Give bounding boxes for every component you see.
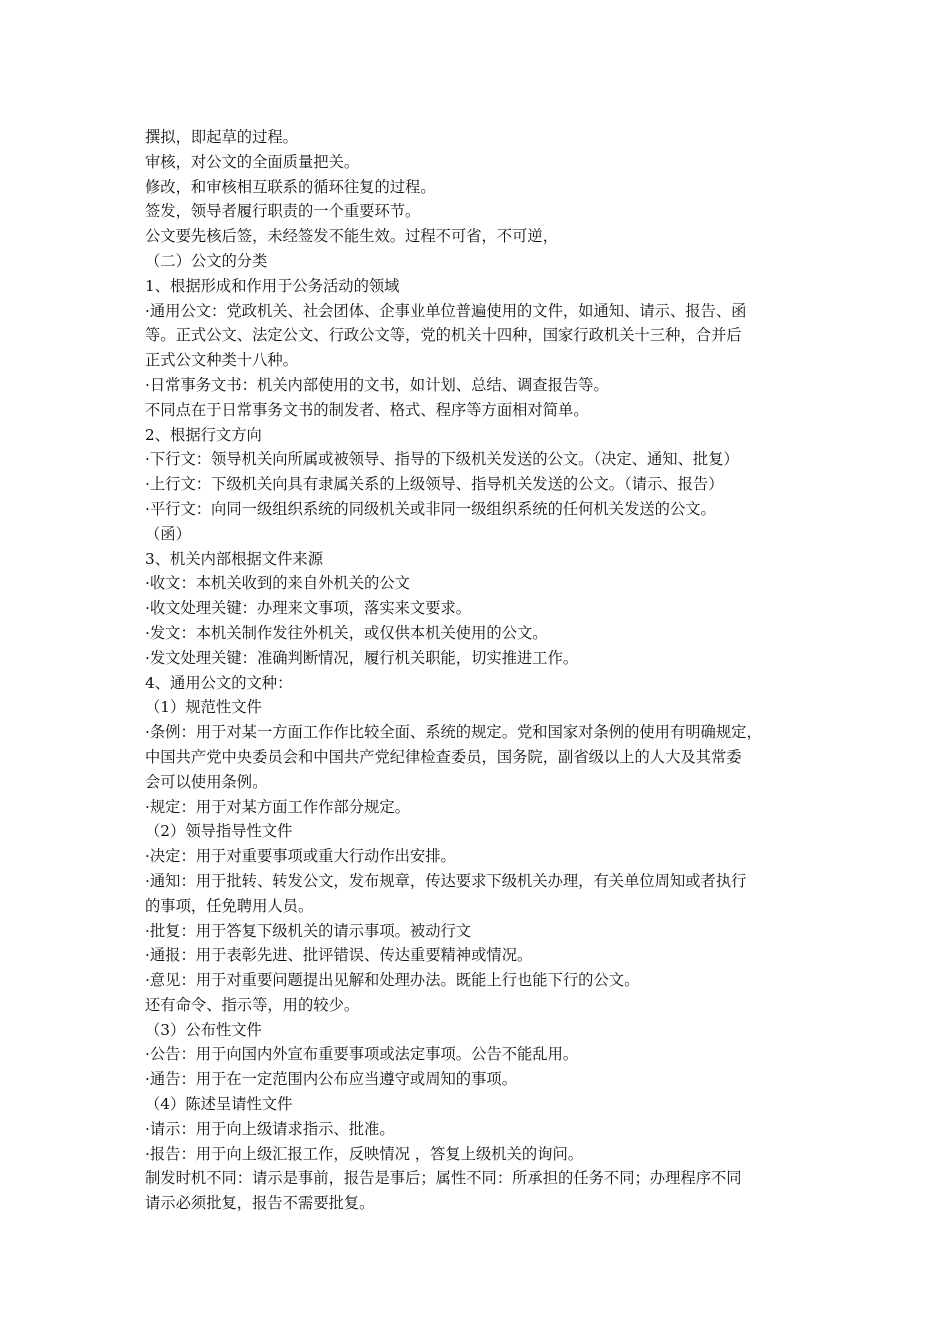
- text-line: 公文要先核后签，未经签发不能生效。过程不可省，不可逆，: [145, 227, 559, 246]
- section-heading: （二）公文的分类: [145, 251, 268, 270]
- category-heading: （1）规范性文件: [145, 698, 262, 717]
- text-line: ·下行文：领导机关向所属或被领导、指导的下级机关发送的公文。（决定、通知、批复）: [145, 450, 739, 469]
- category-heading: （2）领导指导性文件: [145, 822, 293, 841]
- text-line: 签发，领导者履行职责的一个重要环节。: [145, 202, 421, 221]
- text-line: 修改，和审核相互联系的循环往复的过程。: [145, 177, 436, 196]
- category-heading: （3）公布性文件: [145, 1020, 262, 1039]
- text-line: ·日常事务文书：机关内部使用的文书，如计划、总结、调查报告等。: [145, 375, 609, 394]
- text-line: ·通告：用于在一定范围内公布应当遵守或周知的事项。: [145, 1070, 517, 1089]
- text-line: 中国共产党中央委员会和中国共产党纪律检查委员，国务院，副省级以上的人大及其常委: [145, 747, 742, 766]
- text-line: ·收文：本机关收到的来自外机关的公文: [145, 574, 410, 593]
- text-line: 不同点在于日常事务文书的制发者、格式、程序等方面相对简单。: [145, 400, 589, 419]
- text-line: 制发时机不同：请示是事前，报告是事后；属性不同：所承担的任务不同；办理程序不同: [145, 1169, 742, 1188]
- text-line: ·发文处理关键：准确判断情况，履行机关职能，切实推进工作。: [145, 648, 579, 667]
- text-line: 等。正式公文、法定公文、行政公文等，党的机关十四种，国家行政机关十三种，合并后: [145, 326, 742, 345]
- text-line: ·上行文：下级机关向具有隶属关系的上级领导、指导机关发送的公文。（请示、报告）: [145, 475, 724, 494]
- subsection-heading: 2、根据行文方向: [145, 425, 262, 444]
- subsection-heading: 3、机关内部根据文件来源: [145, 549, 323, 568]
- subsection-heading: 1、根据形成和作用于公务活动的领域: [145, 276, 400, 295]
- text-line: ·意见：用于对重要问题提出见解和处理办法。既能上行也能下行的公文。: [145, 971, 640, 990]
- text-line: 正式公文种类十八种。: [145, 351, 298, 370]
- text-line: ·发文：本机关制作发往外机关，或仅供本机关使用的公文。: [145, 623, 548, 642]
- text-line: 审核，对公文的全面质量把关。: [145, 152, 360, 171]
- text-line: ·批复：用于答复下级机关的请示事项。被动行文: [145, 921, 472, 940]
- text-line: ·请示：用于向上级请求指示、批准。: [145, 1119, 395, 1138]
- text-line: 还有命令、指示等，用的较少。: [145, 995, 360, 1014]
- text-line: 请示必须批复，报告不需要批复。: [145, 1194, 375, 1213]
- text-line: 会可以使用条例。: [145, 772, 268, 791]
- document-body: [145, 125, 813, 1216]
- text-line: 的事项，任免聘用人员。: [145, 896, 314, 915]
- text-line: ·通报：用于表彰先进、批评错误、传达重要精神或情况。: [145, 946, 533, 965]
- text-line: ·公告：用于向国内外宣布重要事项或法定事项。公告不能乱用。: [145, 1045, 579, 1064]
- text-line: ·条例：用于对某一方面工作作比较全面、系统的规定。党和国家对条例的使用有明确规定，: [145, 723, 762, 742]
- category-heading: （4）陈述呈请性文件: [145, 1095, 293, 1114]
- text-line: ·通知：用于批转、转发公文，发布规章，传达要求下级机关办理，有关单位周知或者执行: [145, 871, 747, 890]
- text-line: ·决定：用于对重要事项或重大行动作出安排。: [145, 847, 456, 866]
- text-line: ·平行文：向同一级组织系统的同级机关或非同一级组织系统的任何机关发送的公文。: [145, 499, 716, 518]
- text-line: ·规定：用于对某方面工作作部分规定。: [145, 797, 410, 816]
- text-line: （函）: [145, 524, 191, 543]
- subsection-heading: 4、通用公文的文种：: [145, 673, 293, 692]
- text-line: ·报告：用于向上级汇报工作，反映情况 ，答复上级机关的询问。: [145, 1144, 584, 1163]
- text-line: ·通用公文：党政机关、社会团体、企事业单位普遍使用的文件，如通知、请示、报告、函: [145, 301, 747, 320]
- text-line: ·收文处理关键：办理来文事项，落实来文要求。: [145, 599, 472, 618]
- text-line: 撰拟，即起草的过程。: [145, 128, 298, 146]
